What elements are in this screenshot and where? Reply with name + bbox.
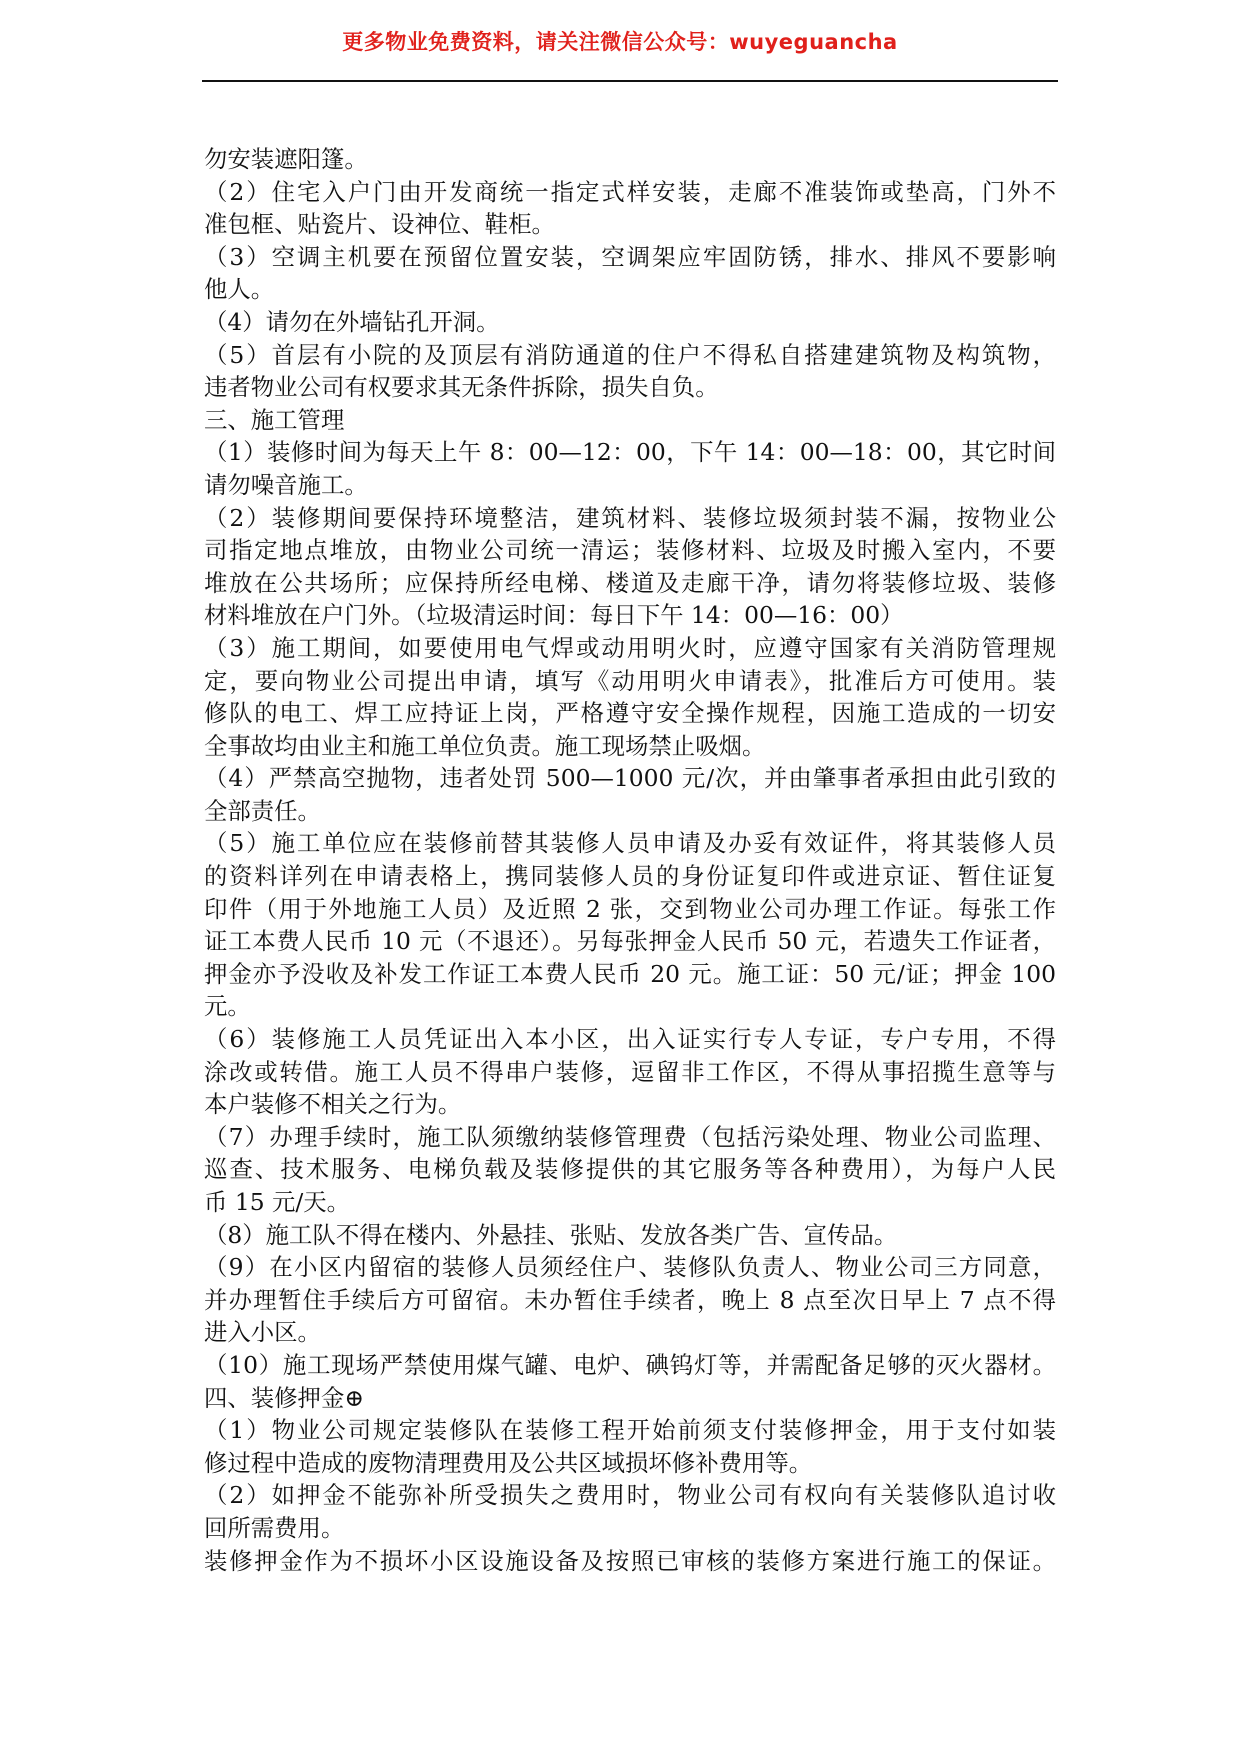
text-line: 三、施工管理 xyxy=(204,405,345,434)
text-line: （1）装修时间为每天上午 8：00—12：00，下午 14：00—18：00，其它时间 xyxy=(204,438,1056,467)
text-line: （1）物业公司规定装修队在装修工程开始前须支付装修押金，用于支付如装 xyxy=(204,1416,1056,1445)
text-line: 证工本费人民币 10 元（不退还）。另每张押金人民币 50 元，若遗失工作证者， xyxy=(204,927,1056,956)
text-line: （2）如押金不能弥补所受损失之费用时，物业公司有权向有关装修队追讨收 xyxy=(204,1481,1056,1510)
text-line: （5）施工单位应在装修前替其装修人员申请及办妥有效证件，将其装修人员 xyxy=(204,829,1056,858)
page-header-banner: 更多物业免费资料，请关注微信公众号：wuyeguancha xyxy=(342,30,898,54)
text-line: （4）严禁高空抛物，违者处罚 500—1000 元/次，并由肇事者承担由此引致的 xyxy=(204,764,1056,793)
text-line: （8）施工队不得在楼内、外悬挂、张贴、发放各类广告、宣传品。 xyxy=(204,1220,898,1249)
text-line: 全事故均由业主和施工单位负责。施工现场禁止吸烟。 xyxy=(204,731,766,760)
text-line: 堆放在公共场所；应保持所经电梯、楼道及走廊干净，请勿将装修垃圾、装修 xyxy=(204,568,1056,597)
text-line: （2）装修期间要保持环境整洁，建筑材料、装修垃圾须封装不漏，按物业公 xyxy=(204,503,1056,532)
text-line: 涂改或转借。施工人员不得串户装修，逗留非工作区，不得从事招揽生意等与 xyxy=(204,1057,1056,1086)
text-line: 他人。 xyxy=(204,275,275,304)
text-line: 违者物业公司有权要求其无条件拆除，损失自负。 xyxy=(204,373,719,402)
text-line: 修过程中造成的废物清理费用及公共区域损坏修补费用等。 xyxy=(204,1448,813,1477)
text-line: （5）首层有小院的及顶层有消防通道的住户不得私自搭建建筑物及构筑物， xyxy=(204,340,1056,369)
text-line: （6）装修施工人员凭证出入本小区，出入证实行专人专证，专户专用，不得 xyxy=(204,1025,1056,1054)
text-line: 装修押金作为不损坏小区设施设备及按照已审核的装修方案进行施工的保证。 xyxy=(204,1546,1056,1575)
text-line: 回所需费用。 xyxy=(204,1513,345,1542)
text-line: （7）办理手续时，施工队须缴纳装修管理费（包括污染处理、物业公司监理、 xyxy=(204,1122,1056,1151)
text-line: 定，要向物业公司提出申请，填写《动用明火申请表》，批准后方可使用。装 xyxy=(204,666,1056,695)
text-line: 修队的电工、焊工应持证上岗，严格遵守安全操作规程，因施工造成的一切安 xyxy=(204,699,1056,728)
text-line: 司指定地点堆放，由物业公司统一清运；装修材料、垃圾及时搬入室内，不要 xyxy=(204,536,1056,565)
text-line: 印件（用于外地施工人员）及近照 2 张，交到物业公司办理工作证。每张工作 xyxy=(204,894,1056,923)
text-line: （2）住宅入户门由开发商统一指定式样安装，走廊不准装饰或垫高，门外不 xyxy=(204,177,1056,206)
text-line: 四、装修押金⊕ xyxy=(204,1383,364,1412)
text-line: 元。 xyxy=(204,992,251,1021)
text-line: 请勿噪音施工。 xyxy=(204,470,368,499)
text-line: （10）施工现场严禁使用煤气罐、电炉、碘钨灯等，并需配备足够的灭火器材。 xyxy=(204,1350,1056,1379)
text-line: 巡查、技术服务、电梯负载及装修提供的其它服务等各种费用），为每户人民 xyxy=(204,1155,1056,1184)
text-line: 准包框、贴瓷片、设神位、鞋柜。 xyxy=(204,210,555,239)
text-line: （3）施工期间，如要使用电气焊或动用明火时，应遵守国家有关消防管理规 xyxy=(204,633,1056,662)
text-line: （4）请勿在外墙钻孔开洞。 xyxy=(204,307,500,336)
text-line: （3）空调主机要在预留位置安装，空调架应牢固防锈，排水、排风不要影响 xyxy=(204,242,1056,271)
text-line: 并办理暂住手续后方可留宿。未办暂住手续者，晚上 8 点至次日早上 7 点不得 xyxy=(204,1285,1056,1314)
text-line: 币 15 元/天。 xyxy=(204,1188,351,1216)
text-line: 本户装修不相关之行为。 xyxy=(204,1090,462,1119)
text-line: 全部责任。 xyxy=(204,796,321,825)
document-body xyxy=(204,143,1056,1577)
text-line: 材料堆放在户门外。（垃圾清运时间：每日下午 14：00—16：00） xyxy=(204,601,904,630)
text-line: 勿安装遮阳篷。 xyxy=(204,145,368,173)
text-line: （9）在小区内留宿的装修人员须经住户、装修队负责人、物业公司三方同意， xyxy=(204,1253,1056,1282)
header-divider xyxy=(202,80,1058,82)
text-line: 的资料详列在申请表格上，携同装修人员的身份证复印件或进京证、暂住证复 xyxy=(204,862,1056,891)
text-line: 进入小区。 xyxy=(204,1318,321,1347)
text-line: 押金亦予没收及补发工作证工本费人民币 20 元。施工证：50 元/证；押金 100 xyxy=(204,959,1056,988)
